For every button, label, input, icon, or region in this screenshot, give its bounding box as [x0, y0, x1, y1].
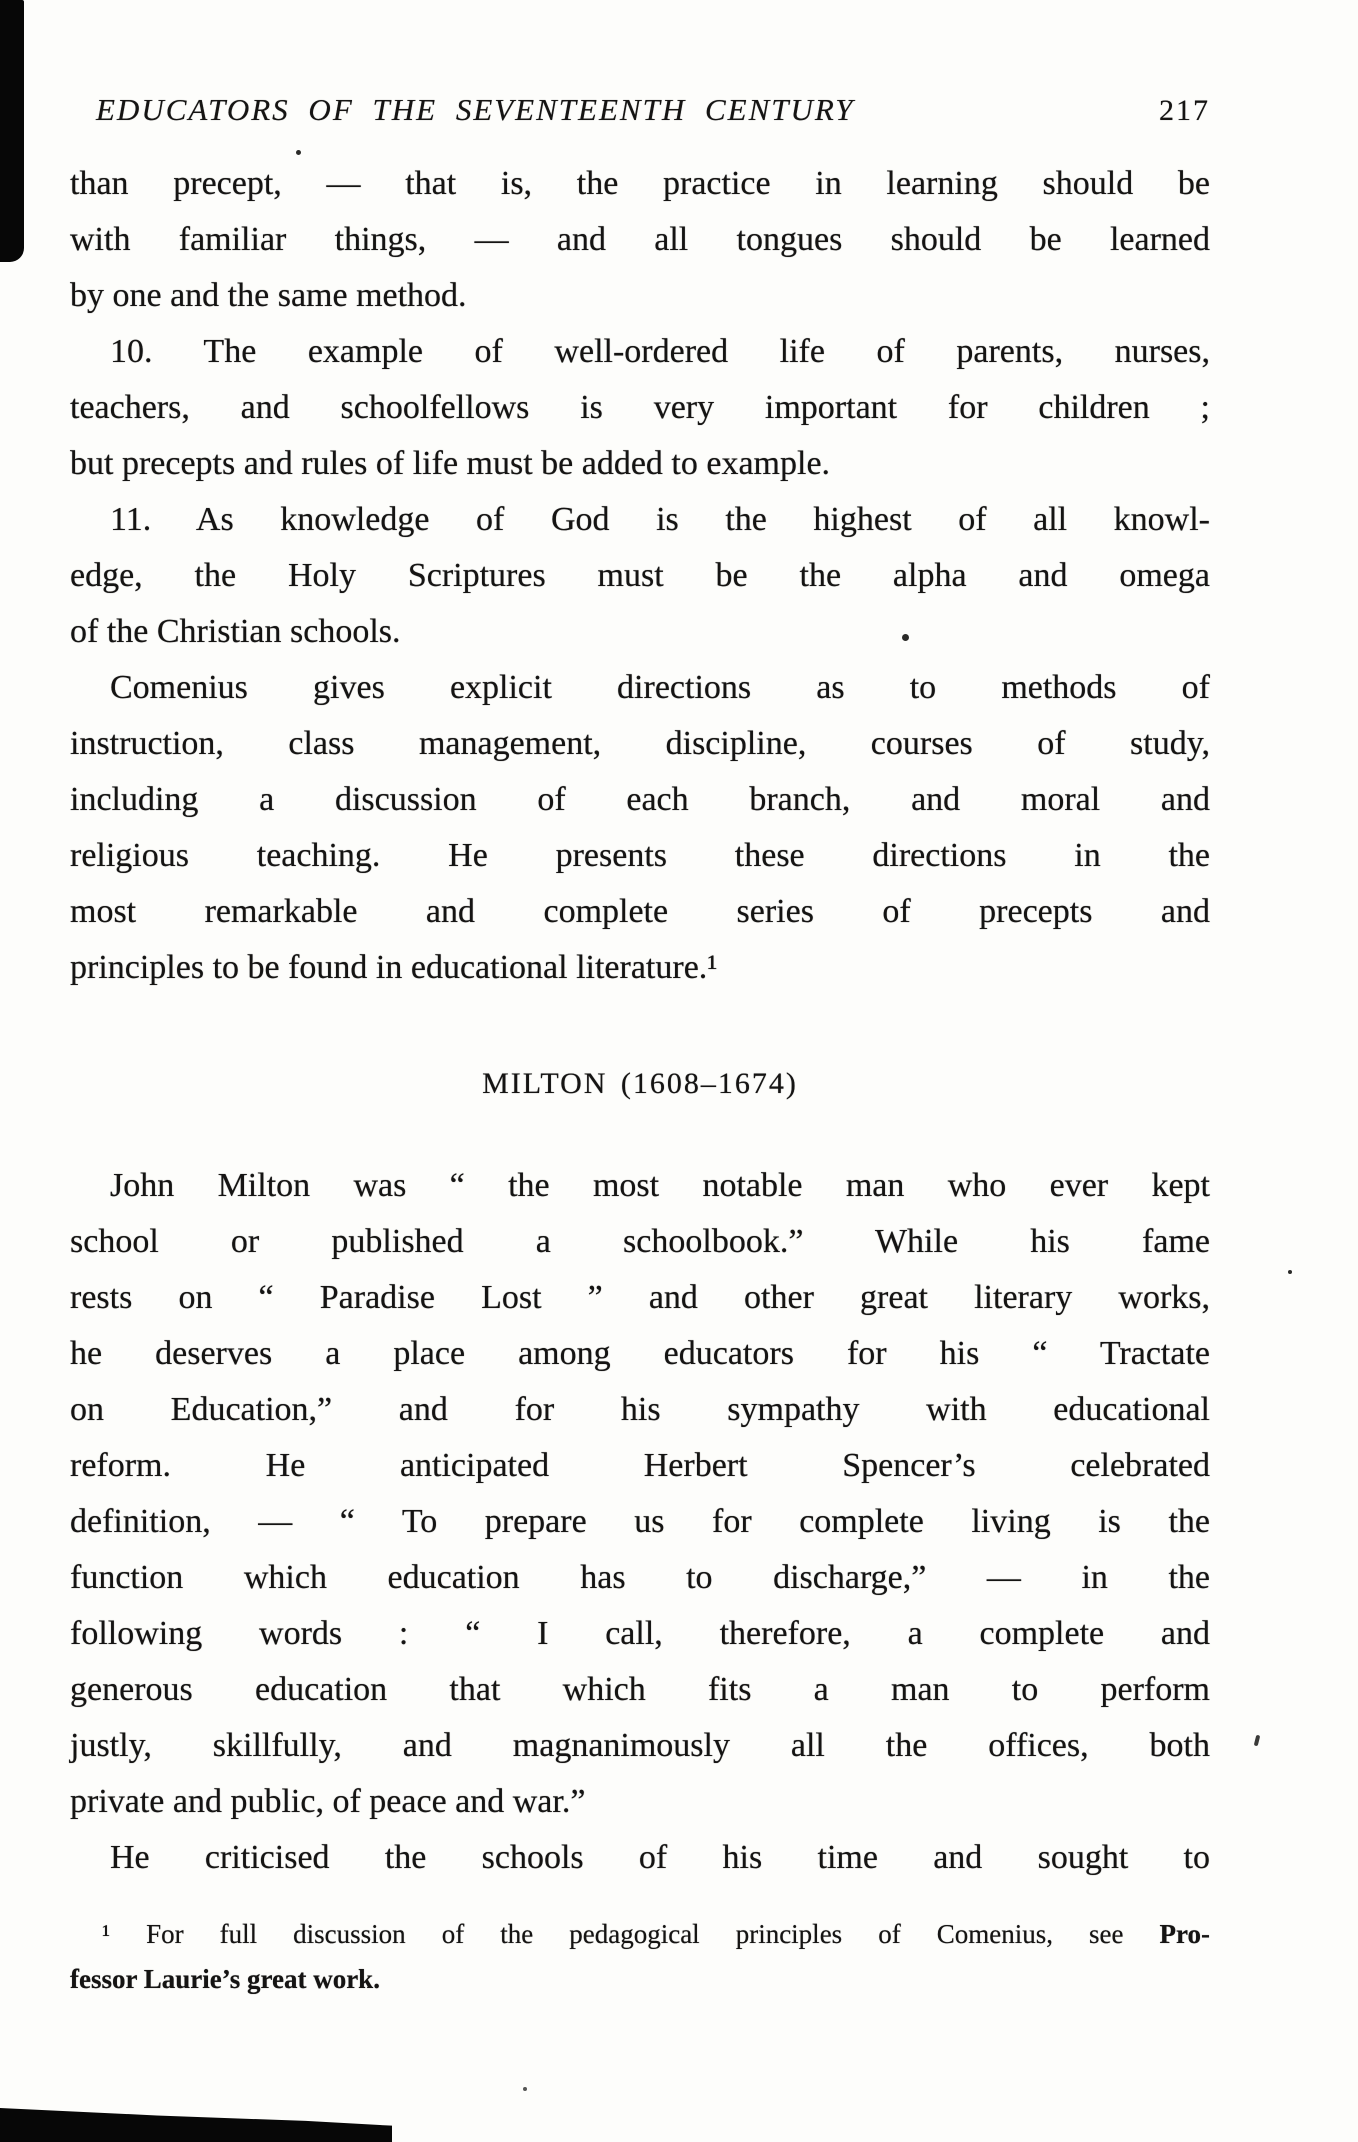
scan-speck: [523, 2087, 527, 2091]
text-line: 11. As knowledge of God is the highest of all knowl-: [110, 501, 1210, 538]
text-line: school or published a schoolbook.” While his fame: [70, 1223, 1210, 1260]
text-line: he deserves a place among educators for his “ Tractate: [70, 1335, 1210, 1372]
text-line: edge, the Holy Scriptures must be the alpha and omega: [70, 557, 1210, 594]
paragraph: [70, 324, 1210, 492]
scan-ink-artifact-left: [0, 0, 24, 262]
running-head: [70, 92, 1210, 128]
footnote: [70, 1912, 1210, 2002]
running-head-title: EDUCATORS OF THE SEVENTEENTH CENTURY: [96, 92, 855, 127]
text-line: most remarkable and complete series of precepts and: [70, 893, 1210, 930]
scan-speck: [1254, 1735, 1261, 1747]
body-text: [70, 156, 1210, 1886]
paragraph: [70, 492, 1210, 660]
footnote-line: [70, 1912, 1210, 1957]
text-line: but precepts and rules of life must be added to example.: [70, 445, 831, 482]
text-line: principles to be found in educational literature.¹: [70, 949, 718, 986]
text-line: with familiar things, — and all tongues should be learned: [70, 221, 1210, 258]
page-number: 217: [1159, 94, 1210, 127]
section-heading: MILTON (1608–1674): [482, 1067, 798, 1100]
paragraph: [70, 156, 1210, 324]
text-line: following words : “ I call, therefore, a complete and: [70, 1615, 1210, 1652]
text-line: of the Christian schools.: [70, 613, 401, 650]
text-line: function which education has to discharge,” — in the: [70, 1559, 1210, 1596]
footnote-line: fessor Laurie’s great work.: [70, 1964, 380, 1994]
text-line: religious teaching. He presents these directions in the: [70, 837, 1210, 874]
text-line: definition, — “ To prepare us for complete living is the: [70, 1503, 1210, 1540]
text-line: private and public, of peace and war.”: [70, 1783, 586, 1820]
text-line: teachers, and schoolfellows is very important for children ;: [70, 389, 1210, 426]
text-line: 10. The example of well-ordered life of parents, nurses,: [110, 333, 1210, 370]
text-line: rests on “ Paradise Lost ” and other great literary works,: [70, 1279, 1210, 1316]
text-line: Comenius gives explicit directions as to methods of: [110, 669, 1210, 706]
text-line: reform. He anticipated Herbert Spencer’s celebrated: [70, 1447, 1210, 1484]
text-line: generous education that which fits a man to perform: [70, 1671, 1210, 1708]
text-line: by one and the same method.: [70, 277, 467, 314]
text-line: justly, skillfully, and magnanimously all the offices, both: [70, 1727, 1210, 1764]
scan-speck: [1288, 1270, 1292, 1274]
text-line: on Education,” and for his sympathy with educational: [70, 1391, 1210, 1428]
text-line: than precept, — that is, the practice in learning should be: [70, 165, 1210, 202]
text-line: He criticised the schools of his time and sought to: [110, 1839, 1210, 1876]
paragraph: [70, 1830, 1210, 1886]
paragraph: [70, 660, 1210, 996]
text-line: including a discussion of each branch, and moral and: [70, 781, 1210, 818]
paragraph: [70, 1158, 1210, 1830]
page-content: [70, 92, 1210, 2002]
footnote-text-bold: Pro-: [1159, 1919, 1210, 1949]
text-line: John Milton was “ the most notable man who ever kept: [110, 1167, 1210, 1204]
scan-ink-artifact-bottom: [0, 2108, 392, 2142]
footnote-text: ¹ For full discussion of the pedagogical principles of Comenius, see: [102, 1919, 1160, 1949]
text-line: instruction, class management, discipline, courses of study,: [70, 725, 1210, 762]
